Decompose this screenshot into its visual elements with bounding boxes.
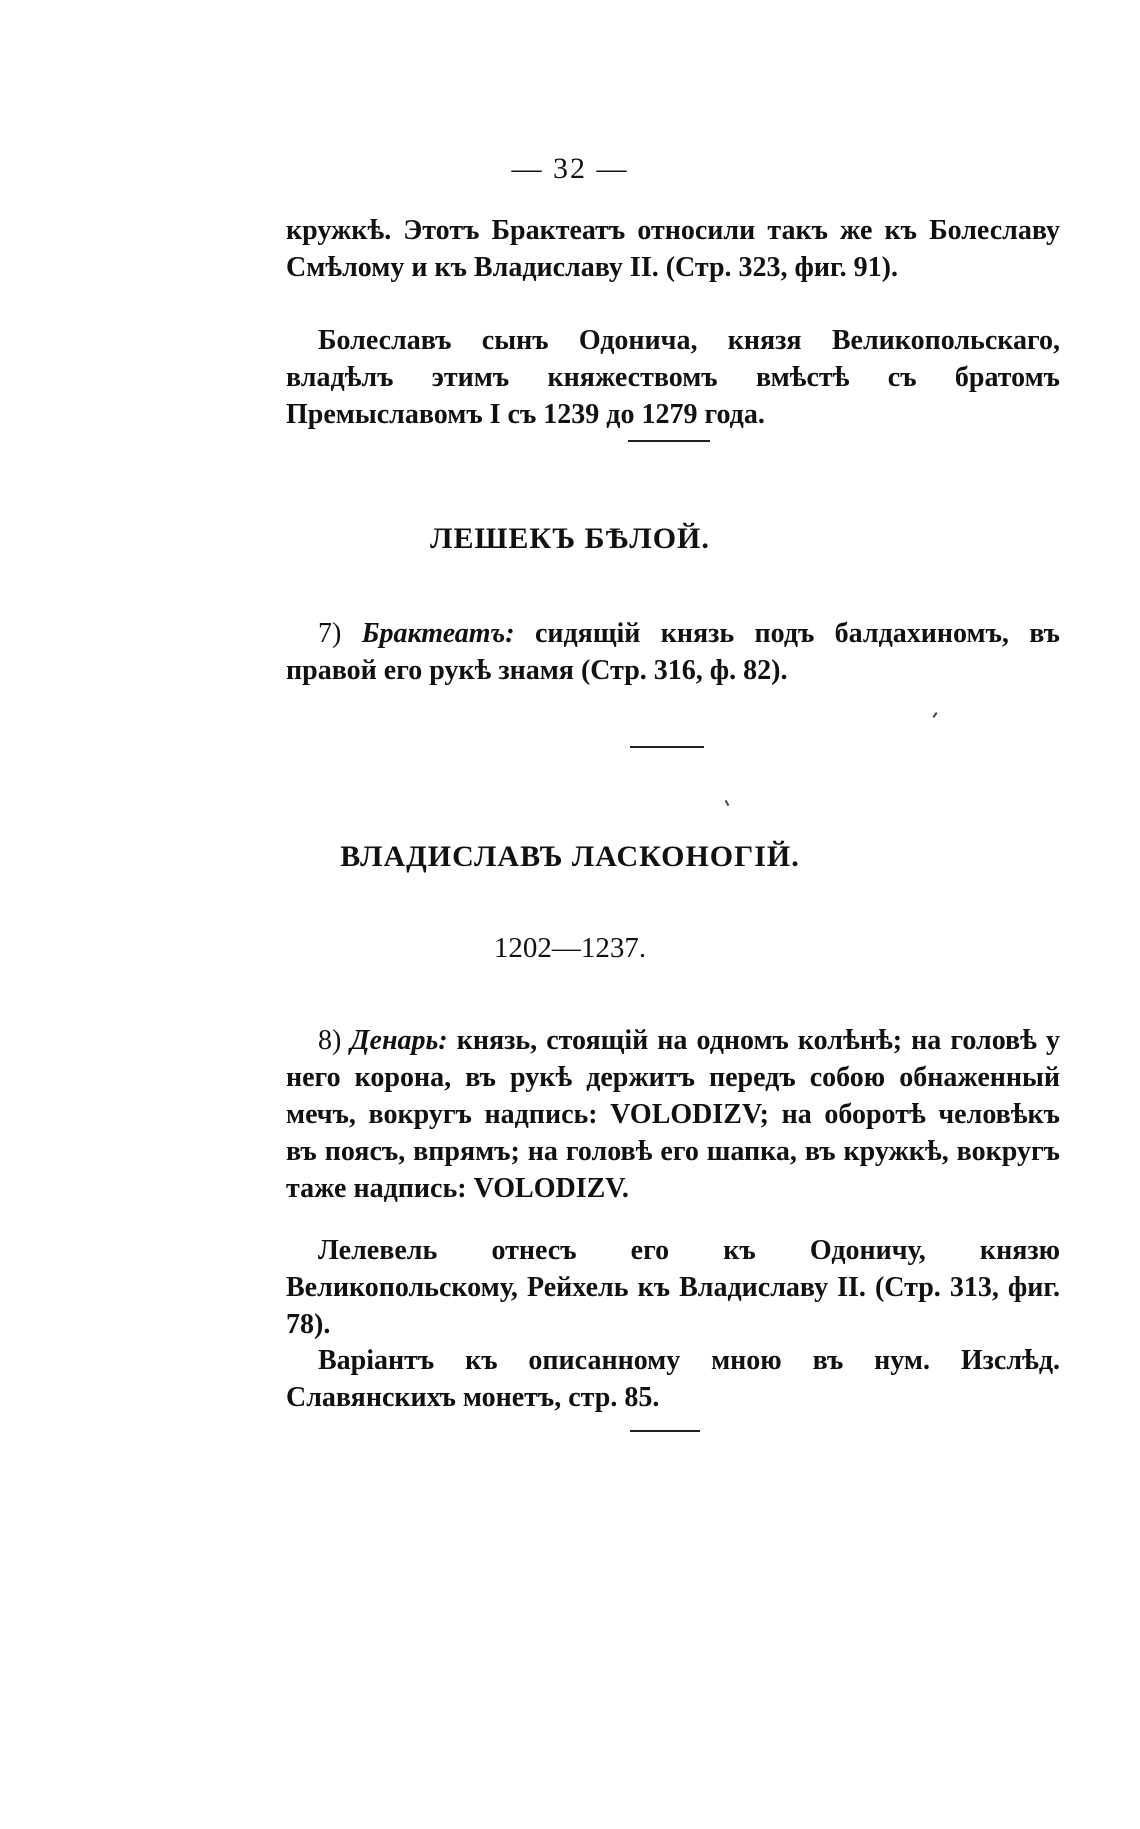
- catalog-entry-8: [286, 1022, 1060, 1207]
- paragraph-text: кружкѣ. Этотъ Брактеатъ относили такъ же къ Болеславу Смѣлому и къ Владиславу II. (Стр. 323, фиг. 91).: [286, 215, 1060, 283]
- section-heading-leszek: ЛЕШЕКЪ БѢЛОЙ.: [430, 522, 710, 555]
- entry-term: Денарь:: [350, 1025, 448, 1056]
- page-number: — 32 —: [511, 152, 629, 185]
- paragraph-variant: [286, 1342, 1060, 1416]
- entry-text: [286, 615, 1060, 689]
- section-divider: [630, 1430, 700, 1432]
- section-heading-wladyslaw: ВЛАДИСЛАВЪ ЛАСКОНОГІЙ.: [340, 840, 800, 873]
- print-speck: [932, 712, 937, 718]
- entry-description: сидящій князь подъ балдахиномъ, въ правой его рукѣ знамя (Стр. 316, ф. 82).: [286, 618, 1060, 686]
- catalog-entry-7: [286, 615, 1060, 689]
- entry-text: [286, 1022, 1060, 1207]
- entry-number: 7): [318, 618, 342, 649]
- print-speck: [725, 800, 730, 806]
- entry-term: Брактеатъ:: [361, 618, 515, 649]
- paragraph-text: Варіантъ къ описанному мною въ нум. Изслѣд. Славянскихъ монетъ, стр. 85.: [286, 1345, 1060, 1413]
- paragraph-attribution: [286, 1232, 1060, 1343]
- section-divider: [628, 440, 710, 442]
- paragraph-boleslav: [286, 322, 1060, 433]
- section-divider: [630, 746, 704, 748]
- paragraph-continuation: [286, 212, 1060, 286]
- entry-description: князь, стоящій на одномъ колѣнѣ; на головѣ у него корона, въ рукѣ держитъ передъ собою обнаженный мечъ, вокругъ надпись: VOLODIZV; на оборотѣ человѣкъ въ поясъ, впрямъ; на головѣ его шапка, въ кружкѣ, вокругъ таже надпись: VOLODIZV.: [286, 1025, 1061, 1204]
- paragraph-text: Лелевель отнесъ его къ Одоничу, князю Великопольскому, Рейхель къ Владиславу II. (Стр. 313, фиг. 78).: [286, 1235, 1060, 1340]
- entry-number: 8): [318, 1025, 342, 1056]
- paragraph-text: Болеславъ сынъ Одонича, князя Великопольскаго, владѣлъ этимъ княжествомъ вмѣстѣ съ братомъ Премыславомъ I съ 1239 до 1279 года.: [286, 325, 1060, 430]
- reign-dates: 1202—1237.: [493, 932, 647, 964]
